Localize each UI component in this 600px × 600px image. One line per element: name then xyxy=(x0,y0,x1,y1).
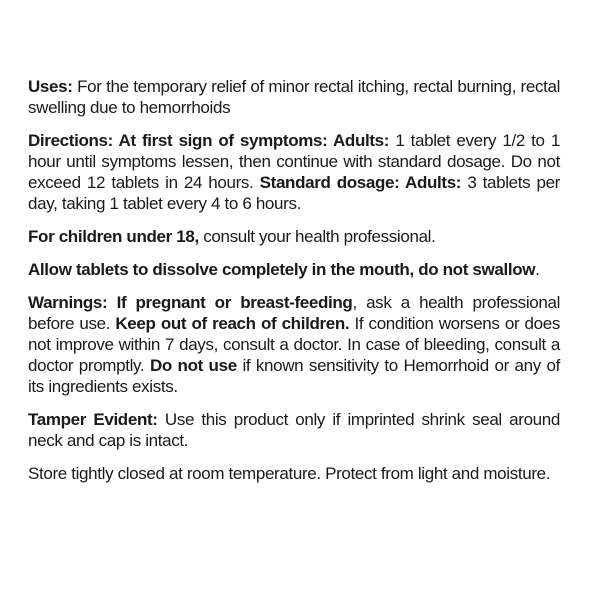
warnings-heading: Warnings: If pregnant or breast-feeding xyxy=(28,293,353,312)
children-section xyxy=(28,226,560,247)
storage-section xyxy=(28,463,560,484)
directions-text: 1 tablet every 1/2 to 1 hour until symptoms lessen, then continue with standard dosage. Do not exceed 12 tablets in 24 hours. xyxy=(28,131,560,192)
storage-text: Store tightly closed at room temperature. Protect from light and moisture. xyxy=(28,464,551,483)
warnings-text-1: , ask a health professional before use. xyxy=(28,293,560,333)
directions-heading: Directions: At first sign of symptoms: Adults: xyxy=(28,131,390,150)
uses-section xyxy=(28,76,560,118)
standard-dosage-heading: Standard dosage: Adults: xyxy=(259,173,462,192)
tamper-text: Use this product only if imprinted shrink seal around neck and cap is intact. xyxy=(28,410,560,450)
warnings-text-2: If condition worsens or does not improve within 7 days, consult a doctor. In case of bleeding, consult a doctor promptly. xyxy=(28,314,560,375)
standard-dosage-text: 3 tablets per day, taking 1 tablet every 4 to 6 hours. xyxy=(28,173,560,213)
warnings-text-3: if known sensitivity to Hemorrhoid or any of its ingredients exists. xyxy=(28,356,560,396)
dissolve-heading: Allow tablets to dissolve completely in the mouth, do not swallow xyxy=(28,260,536,279)
do-not-use-warning: Do not use xyxy=(149,356,237,375)
children-text: consult your health professional. xyxy=(198,227,436,246)
product-label-text xyxy=(28,76,560,484)
children-heading: For children under 18, xyxy=(28,227,199,246)
tamper-heading: Tamper Evident: xyxy=(28,410,158,429)
tamper-section xyxy=(28,409,560,451)
dissolve-section xyxy=(28,259,560,280)
dissolve-text: . xyxy=(535,260,540,279)
uses-heading: Uses: xyxy=(28,77,73,96)
uses-text: For the temporary relief of minor rectal itching, rectal burning, rectal swelling due to hemorrhoids xyxy=(28,77,560,117)
warnings-section xyxy=(28,292,560,397)
keep-out-of-reach-warning: Keep out of reach of children. xyxy=(115,314,350,333)
directions-section xyxy=(28,130,560,214)
